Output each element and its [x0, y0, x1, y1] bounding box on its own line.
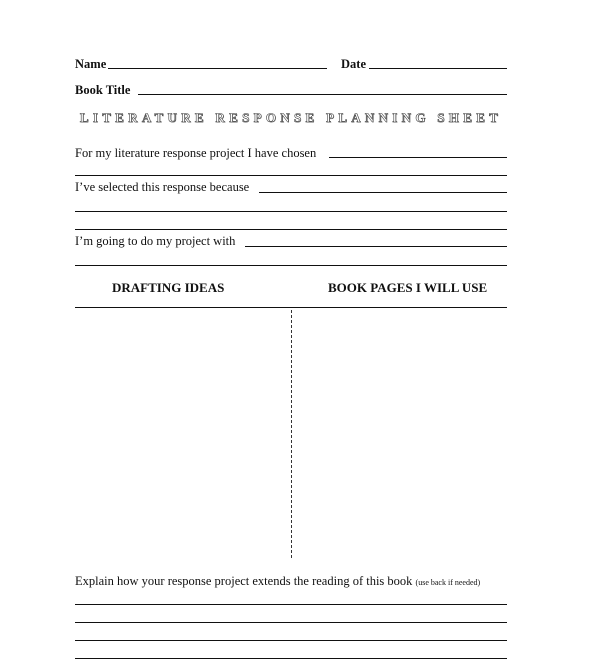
- name-label: Name: [75, 57, 107, 71]
- with-line-2[interactable]: [75, 265, 507, 266]
- explain-note: (use back if needed): [415, 578, 481, 587]
- chosen-line-1[interactable]: [329, 157, 507, 158]
- book-pages-area[interactable]: [296, 312, 507, 556]
- because-line-3[interactable]: [75, 229, 507, 230]
- drafting-ideas-area[interactable]: [75, 312, 287, 556]
- explain-line-1[interactable]: [75, 604, 507, 605]
- explain-prompt: [75, 574, 480, 590]
- explain-line-2[interactable]: [75, 622, 507, 623]
- drafting-ideas-heading: DRAFTING IDEAS: [112, 280, 225, 295]
- sheet-title: LITERATURE RESPONSE PLANNING SHEET: [79, 110, 503, 125]
- with-prompt: I’m going to do my project with: [75, 234, 236, 248]
- explain-line-3[interactable]: [75, 640, 507, 641]
- column-divider: [291, 310, 292, 558]
- book-pages-heading: BOOK PAGES I WILL USE: [328, 280, 488, 295]
- because-line-1[interactable]: [259, 192, 507, 193]
- because-line-2[interactable]: [75, 211, 507, 212]
- columns-header-rule: [75, 307, 507, 308]
- explain-line-4[interactable]: [75, 658, 507, 659]
- explain-prompt-text: Explain how your response project extends the reading of this book: [75, 574, 413, 588]
- chosen-line-2[interactable]: [75, 175, 507, 176]
- because-prompt: I’ve selected this response because: [75, 180, 250, 194]
- book-title-field-line[interactable]: [138, 94, 507, 95]
- book-title-label: Book Title: [75, 83, 131, 97]
- date-field-line[interactable]: [369, 68, 507, 69]
- name-field-line[interactable]: [108, 68, 327, 69]
- chosen-prompt: For my literature response project I have chosen: [75, 146, 317, 160]
- with-line-1[interactable]: [245, 246, 507, 247]
- date-label: Date: [341, 57, 366, 71]
